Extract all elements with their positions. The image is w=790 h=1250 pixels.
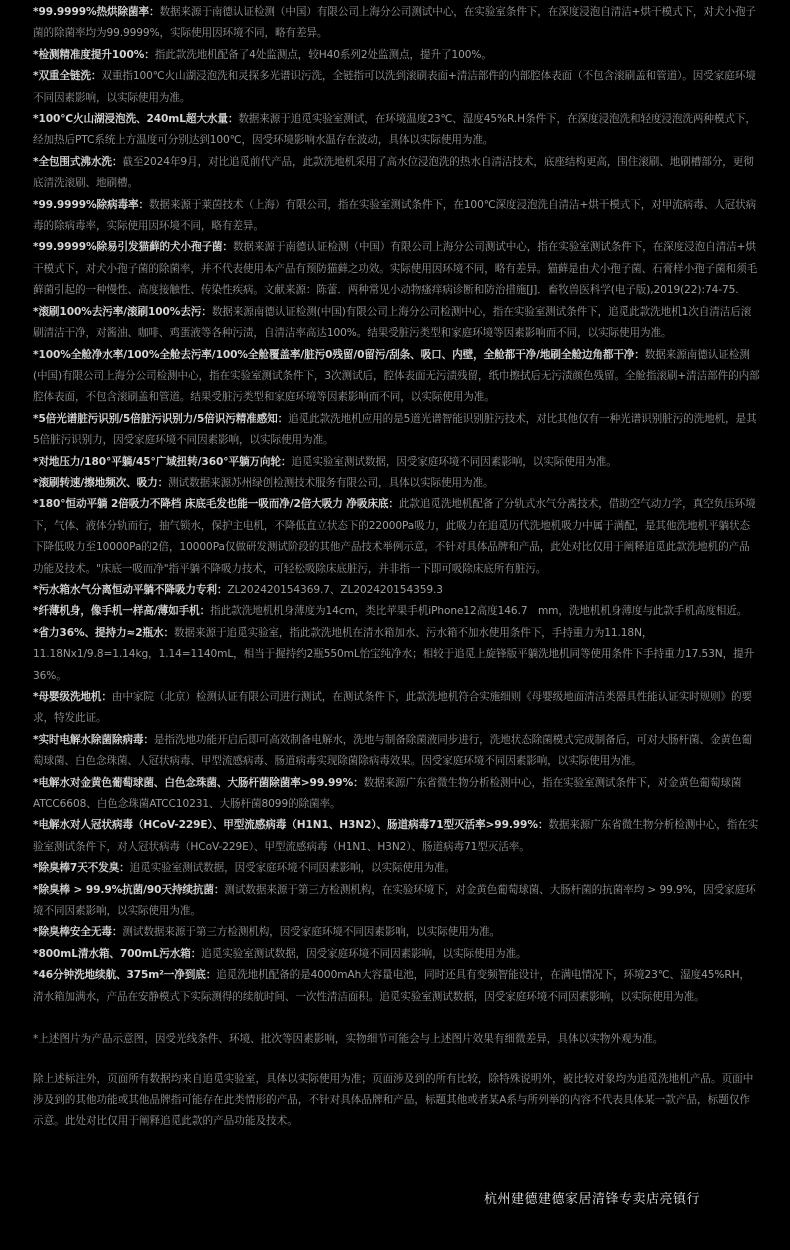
- note-heading: *双重全链洗：: [33, 70, 102, 83]
- note-item: [33, 195, 760, 238]
- notes-list: [33, 2, 760, 1008]
- note-heading: *100%全舱净水率/100%全舱去污率/100%全舱覆盖率/脏污0残留/0留污/刮条、吸口、内壁，全舱都干净/地刷全舱边角都干净：: [33, 348, 645, 361]
- note-item: [33, 345, 760, 409]
- note-text: 数据来源于南德认证检测（中国）有限公司上海分公司测试中心，在实验室条件下，在深度浸泡自清洁+烘干模式下，对犬小孢子菌的除菌率均为99.9999%，实际使用因环境不同，略有差异。: [33, 6, 756, 40]
- note-text: 测试数据来源于第三方检测机构，因受家庭环境不同因素影响，以实际使用为准。: [122, 926, 501, 939]
- note-heading: *46分钟洗地续航、375m²一净到底：: [33, 969, 217, 982]
- note-item: [33, 965, 760, 1008]
- note-heading: *母婴级洗地机：: [33, 691, 112, 703]
- note-heading: *滚刷100%去污率/滚刷100%去污：: [33, 305, 212, 318]
- note-item: [33, 109, 760, 152]
- note-item: [33, 880, 760, 923]
- footnote-image-disclaimer: *上述图片为产品示意图，因受光线条件、环境、批次等因素影响，实物细节可能会与上述图片效果有细微差异，具体以实物外观为准。: [33, 1033, 664, 1046]
- note-text: 追觅实验室测试数据，因受家庭环境不同因素影响，以实际使用为准。: [201, 947, 527, 960]
- note-item: [33, 409, 760, 452]
- note-heading: *省力36%、提持力≈2瓶水：: [33, 626, 174, 639]
- note-text: 此款追觅洗地机配备了分轨式水气分离技术，借助空气动力学，真空负压环境下，气体、液体分轨而行，抽气锁水，保护主电机，不降低直立状态下的22000Pa吸力，此吸力在追觅历代洗地机吸力中属于满配，是其他洗地机平躺状态下降低吸力至10000Pa的2倍，10000Pa仅做研发测试阶段的其他产品技术举例示意，不针对具体品牌和产品，此处对比仅用于阐释追觅此款洗地机的产品功能及技术。"床底一吸而净"指平躺不降吸力技术，可轻松吸除床底脏污，并非指一下即可吸除床底所有脏污。: [33, 498, 756, 575]
- footnotes: [33, 1029, 760, 1133]
- note-item: [33, 773, 760, 816]
- note-heading: *电解水对人冠状病毒（HCoV-229E）、甲型流感病毒（H1N1、H3N2）、肠道病毒71型灭活率>99.99%：: [33, 819, 549, 832]
- note-heading: *99.9999%热烘除菌率：: [33, 6, 160, 18]
- note-item: [33, 66, 760, 109]
- note-text: 数据来源于追觅实验室测试，在环境温度23℃、湿度45%R.H条件下，在深度浸泡洗和轻度浸泡洗两种模式下，经加热后PTC系统上方温度可分别达到100℃，因受环境影响水温存在波动，具体以实际使用为准。: [33, 113, 756, 147]
- note-heading: *污水箱水气分离恒动平躺不降吸力专利：: [33, 583, 228, 596]
- note-heading: *除臭棒7天不发臭：: [33, 862, 130, 875]
- note-heading: *除臭棒 > 99.9%抗菌/90天持续抗菌：: [33, 883, 225, 896]
- note-item: [33, 815, 760, 858]
- note-heading: *5倍光谱脏污识别/5倍脏污识别力/5倍识污精准感知：: [33, 412, 289, 425]
- note-heading: *99.9999%除易引发猫藓的犬小孢子菌：: [33, 241, 233, 254]
- note-heading: *800mL清水箱、700mL污水箱：: [33, 947, 202, 960]
- note-text: 测试数据来源苏州绿创检测技术服务有限公司，具体以实际使用为准。: [168, 476, 494, 489]
- note-text: 测试数据来源于第三方检测机构，在实验环境下，对金黄色葡萄球菌、大肠杆菌的抗菌率均 > 99.9%，因受家庭环境不同因素影响，以实际使用为准。: [33, 883, 756, 918]
- note-heading: *180°恒动平躺 2倍吸力不降档 床底毛发也能一吸而净/2倍大吸力 净吸床底：: [33, 498, 399, 511]
- note-text: 双重指100℃火山湖浸泡洗和灵探多光谱识污洗，全链指可以洗到滚刷表面+清洁部件的内部腔体表面（不包含滚刷盖和管道）。因受家庭环境不同因素影响，以实际使用为准。: [33, 70, 756, 104]
- note-text: 数据来源于南德认证检测（中国）有限公司上海分公司测试中心，指在实验室测试条件下，在深度浸泡自清洁+烘干模式下，对犬小孢子菌的除菌率，并不代表使用本产品有预防猫藓之功效。实际使用因环境不同，略有差异。猫藓是由犬小孢子菌、石膏样小孢子菌和须毛藓菌引起的一种慢性、高度接触性、传染性疾病。文献来源：陈蕾．两种常见小动物瘙痒病诊断和防治措施[J]．畜牧兽医科学(电子版),2019(22):74-75.: [33, 241, 758, 297]
- note-heading: *99.9999%除病毒率：: [33, 198, 149, 211]
- note-text: 数据来源南德认证检测(中国)有限公司上海分公司检测中心，指在实验室测试条件下，追觅此款洗地机1次自清洁后滚刷清洁干净，对酱油、咖啡、鸡蛋液等各种污渍，自清洁率高达100%。结果受脏污类型和家庭环境等因素影响而不同，以实际使用为准。: [33, 305, 752, 340]
- note-item: [33, 152, 760, 195]
- footnote-data-source: 除上述标注外，页面所有数据均来自追觅实验室，具体以实际使用为准；页面涉及到的所有比较，除特殊说明外，被比较对象均为追觅洗地机产品。页面中涉及到的其他功能或其他品牌指可能存在此类情形的产品，不针对具体品牌和产品，标题其他或者某A系与所列举的内容不代表具体某一款产品，标题仅作示意。此处对比仅用于阐释追觅此款的产品功能及技术。: [33, 1072, 754, 1128]
- note-item: [33, 623, 760, 687]
- note-text: 数据来源广东省微生物分析检测中心，指在实验室测试条件下，对人冠状病毒（HCoV-229E）、甲型流感病毒（H1N1、H3N2）、肠道病毒71型灭活率。: [33, 819, 759, 853]
- note-item: [33, 730, 760, 773]
- note-text: 数据来源于莱茵技术（上海）有限公司，指在实验室测试条件下，在100℃深度浸泡洗自清洁+烘干模式下，对甲流病毒、人冠状病毒的除病毒率，实际使用因环境不同，略有差异。: [33, 198, 757, 233]
- note-text: 数据来源广东省微生物分析检测中心，指在实验室测试条件下，对金黄色葡萄球菌ATCC6608、白色念珠菌ATCC10231、大肠杆菌8099的除菌率。: [33, 776, 742, 811]
- note-heading: *滚刷转速/擦地频次、吸力：: [33, 476, 169, 489]
- note-text: 追觅实验室测试数据，因受家庭环境不同因素影响，以实际使用为准。: [129, 862, 455, 875]
- note-heading: *实时电解水除菌除病毒：: [33, 733, 154, 746]
- note-text: 追觅洗地机配备的是4000mAh大容量电池，同时还具有变频智能设计，在满电情况下，环境23℃、湿度45%RH，清水箱加满水，产品在安静模式下实际测得的续航时间、一次性清洁面积。追觅实验室测试数据，因受家庭环境不同因素影响，以实际使用为准。: [33, 969, 750, 1003]
- note-text: 追觅实验室测试数据，因受家庭环境不同因素影响，以实际使用为准。: [291, 455, 617, 468]
- note-heading: *检测精准度提升100%：: [33, 48, 155, 61]
- note-item: [33, 473, 760, 494]
- note-text: ZL202420154369.7、ZL202420154359.3: [227, 583, 443, 596]
- note-text: 指此款洗地机机身薄度为14cm，类比苹果手机iPhone12高度146.7 mm，洗地机机身薄度与此款手机高度相近。: [210, 605, 748, 618]
- note-item: [33, 237, 760, 301]
- note-heading: *全包围式沸水洗：: [33, 155, 123, 168]
- note-text: 是指洗地功能开启后即可高效制备电解水，洗地与制备除菌液同步进行，洗地状态除菌模式完成制备后，可对大肠杆菌、金黄色葡萄球菌、白色念珠菌、人冠状病毒、甲型流感病毒、肠道病毒实现除菌除病毒效果。因受家庭环境不同因素影响，以实际使用为准。: [33, 733, 753, 768]
- note-item: [33, 944, 760, 965]
- note-heading: *对地压力/180°平躺/45°广域扭转/360°平躺万向轮：: [33, 455, 292, 468]
- note-text: 指此款洗地机配备了4处监测点，较H40系列2处监测点，提升了100%。: [154, 48, 492, 61]
- store-watermark: 杭州建德建德家居清锋专卖店亮镇行: [484, 1192, 701, 1207]
- note-heading: *100℃火山湖浸泡洗、240mL超大水量：: [33, 113, 239, 126]
- note-item: [33, 922, 760, 943]
- note-item: [33, 601, 760, 622]
- note-heading: *除臭棒安全无毒：: [33, 926, 123, 939]
- note-heading: *纤薄机身，像手机一样高/薄如手机：: [33, 605, 211, 618]
- note-item: [33, 687, 760, 730]
- note-item: [33, 302, 760, 345]
- note-text: 截至2024年9月，对比追觅前代产品，此款洗地机采用了高水位浸泡洗的热水自清洁技术，底座结构更高，围住滚刷、地刷槽部分，更彻底清洗滚刷、地刷槽。: [33, 155, 754, 190]
- note-item: [33, 494, 760, 580]
- note-heading: *电解水对金黄色葡萄球菌、白色念珠菌、大肠杆菌除菌率>99.99%：: [33, 776, 364, 789]
- note-text: 由中家院（北京）检测认证有限公司进行测试，在测试条件下，此款洗地机符合实施细则《母婴级地面清洁类器具性能认证实时规则》的要求，特发此证。: [33, 691, 753, 725]
- note-item: [33, 452, 760, 473]
- note-item: [33, 2, 760, 45]
- note-item: [33, 580, 760, 601]
- note-text: 数据来源于追觅实验室，指此款洗地机在清水箱加水、污水箱不加水使用条件下，手持重力为11.18N，11.18Nx1/9.8=1.14kg，1.14=1140mL，相当于握持约2瓶550mL怡宝纯净水；相较于追觅上旋锋版平躺洗地机同等使用条件下手持重力17.53N，提升36%。: [33, 626, 755, 682]
- note-item: [33, 45, 760, 66]
- note-item: [33, 858, 760, 879]
- note-text: 追觅此款洗地机应用的是5道光谱智能识别脏污技术，对比其他仅有一种光谱识别脏污的洗地机，是其5倍脏污识别力，因受家庭环境不同因素影响，以实际使用为准。: [33, 412, 757, 447]
- note-text: 数据来源南德认证检测(中国)有限公司上海分公司检测中心，指在实验室测试条件下，3次测试后，腔体表面无污渍残留，纸巾擦拭后无污渍颜色残留。全舱指滚刷+清洁部件的内部腔体表面，不包含滚刷盖和管道。结果受脏污类型和家庭环境等因素影响而不同，以实际使用为准。: [33, 348, 760, 404]
